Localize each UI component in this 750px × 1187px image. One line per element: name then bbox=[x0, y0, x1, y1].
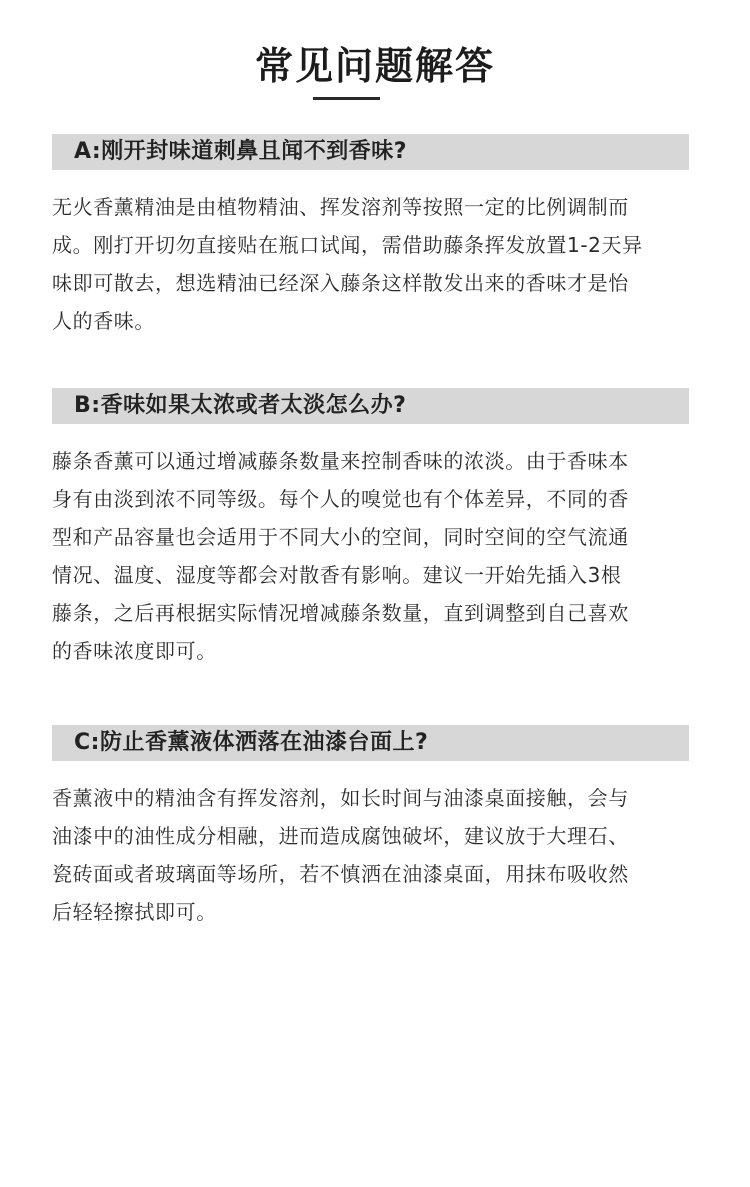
question-bar-c: C:防止香薰液体洒落在油漆台面上? bbox=[52, 725, 689, 761]
page-title: 常见问题解答 bbox=[254, 44, 495, 88]
answer-line: 藤条香薰可以通过增减藤条数量来控制香味的浓淡。由于香味本 bbox=[52, 449, 629, 473]
answer-line: 身有由淡到浓不同等级。每个人的嗅觉也有个体差异，不同的香 bbox=[52, 487, 629, 511]
answer-line: 后轻轻擦拭即可。 bbox=[52, 900, 217, 924]
answer-line: 型和产品容量也会适用于不同大小的空间，同时空间的空气流通 bbox=[52, 525, 629, 549]
answer-line: 人的香味。 bbox=[52, 309, 155, 333]
faq-section-b bbox=[52, 388, 689, 670]
answer-line: 的香味浓度即可。 bbox=[52, 639, 217, 663]
answer-text-c bbox=[52, 779, 692, 931]
answer-line: 瓷砖面或者玻璃面等场所，若不慎洒在油漆桌面，用抹布吸收然 bbox=[52, 862, 629, 886]
answer-text-b bbox=[52, 442, 692, 670]
answer-line: 油漆中的油性成分相融，进而造成腐蚀破坏，建议放于大理石、 bbox=[52, 824, 629, 848]
question-bar-b: B:香味如果太浓或者太淡怎么办? bbox=[52, 388, 689, 424]
answer-line: 无火香薰精油是由植物精油、挥发溶剂等按照一定的比例调制而 bbox=[52, 195, 629, 219]
title-underline bbox=[313, 97, 380, 100]
answer-line: 成。刚打开切勿直接贴在瓶口试闻，需借助藤条挥发放置1-2天异 bbox=[52, 233, 643, 257]
answer-line: 香薰液中的精油含有挥发溶剂，如长时间与油漆桌面接触，会与 bbox=[52, 786, 629, 810]
question-bar-a: A:刚开封味道刺鼻且闻不到香味? bbox=[52, 134, 689, 170]
answer-line: 藤条，之后再根据实际情况增减藤条数量，直到调整到自己喜欢 bbox=[52, 601, 629, 625]
answer-line: 情况、温度、湿度等都会对散香有影响。建议一开始先插入3根 bbox=[52, 563, 622, 587]
faq-section-c bbox=[52, 725, 689, 931]
answer-line: 味即可散去，想选精油已经深入藤条这样散发出来的香味才是怡 bbox=[52, 271, 629, 295]
faq-section-a bbox=[52, 134, 689, 340]
answer-text-a bbox=[52, 188, 692, 340]
